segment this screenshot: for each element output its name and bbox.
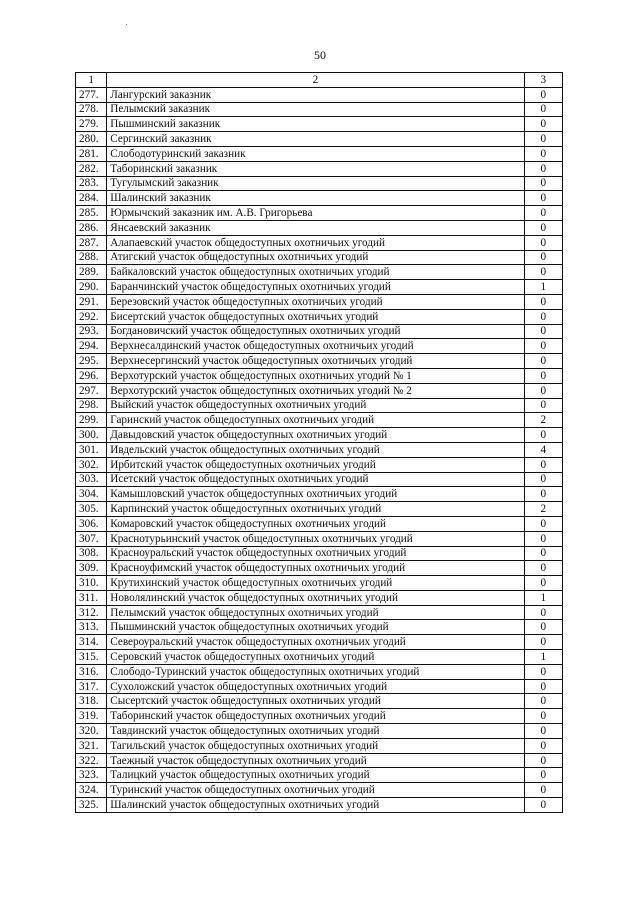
table-row [76,679,563,694]
row-name: Новолялинский участок общедоступных охотничьих угодий [107,590,524,605]
table-row [76,605,563,620]
row-value: 1 [524,280,562,295]
row-number: 283. [76,176,107,191]
row-number: 281. [76,146,107,161]
table-row [76,724,563,739]
row-value: 0 [524,546,562,561]
row-number: 305. [76,502,107,517]
table-row [76,87,563,102]
row-value: 0 [524,132,562,147]
row-number: 290. [76,280,107,295]
row-name: Крутихинский участок общедоступных охотничьих угодий [107,576,524,591]
row-value: 0 [524,102,562,117]
table-row [76,280,563,295]
table-body [76,87,563,812]
row-name: Краснотурьинский участок общедоступных охотничьих угодий [107,531,524,546]
row-number: 311. [76,590,107,605]
table-row [76,664,563,679]
table-row [76,102,563,117]
row-number: 298. [76,398,107,413]
row-value: 1 [524,590,562,605]
row-number: 319. [76,709,107,724]
row-value: 0 [524,294,562,309]
row-number: 302. [76,457,107,472]
row-value: 0 [524,265,562,280]
row-number: 323. [76,768,107,783]
scan-speck [126,24,127,25]
table-row [76,235,563,250]
row-name: Красноуральский участок общедоступных охотничьих угодий [107,546,524,561]
row-number: 309. [76,561,107,576]
row-name: Янсаевский заказник [107,220,524,235]
row-name: Верхотурский участок общедоступных охотничьих угодий № 1 [107,368,524,383]
row-value: 0 [524,206,562,221]
table-row [76,413,563,428]
row-name: Пелымский заказник [107,102,524,117]
row-number: 291. [76,294,107,309]
table-row [76,472,563,487]
row-value: 0 [524,694,562,709]
row-number: 324. [76,783,107,798]
row-number: 285. [76,206,107,221]
table-row [76,753,563,768]
row-name: Верхнесергинский участок общедоступных охотничьих угодий [107,354,524,369]
row-number: 310. [76,576,107,591]
row-value: 0 [524,428,562,443]
row-number: 321. [76,738,107,753]
table-header-row [76,73,563,88]
row-name: Пелымский участок общедоступных охотничьих угодий [107,605,524,620]
table-row [76,117,563,132]
row-value: 0 [524,738,562,753]
row-name: Ивдельский участок общедоступных охотничьих угодий [107,442,524,457]
row-number: 284. [76,191,107,206]
row-value: 1 [524,650,562,665]
row-number: 320. [76,724,107,739]
table-row [76,650,563,665]
row-name: Богдановичский участок общедоступных охотничьих угодий [107,324,524,339]
row-number: 312. [76,605,107,620]
row-name: Шалинский заказник [107,191,524,206]
row-value: 0 [524,487,562,502]
row-value: 2 [524,413,562,428]
header-col-1: 1 [76,73,107,88]
table-row [76,339,563,354]
table-row [76,309,563,324]
table-row [76,220,563,235]
hunting-grounds-table [75,72,563,813]
table-row [76,709,563,724]
table-row [76,768,563,783]
row-value: 0 [524,531,562,546]
row-number: 318. [76,694,107,709]
row-number: 292. [76,309,107,324]
row-number: 325. [76,798,107,813]
row-value: 0 [524,324,562,339]
table-row [76,206,563,221]
row-value: 0 [524,561,562,576]
row-number: 287. [76,235,107,250]
table-row [76,590,563,605]
table-row [76,368,563,383]
row-name: Алапаевский участок общедоступных охотничьих угодий [107,235,524,250]
row-name: Североуральский участок общедоступных охотничьих угодий [107,635,524,650]
row-value: 0 [524,161,562,176]
row-value: 0 [524,220,562,235]
table-row [76,516,563,531]
header-col-3: 3 [524,73,562,88]
row-number: 294. [76,339,107,354]
row-name: Слободо-Туринский участок общедоступных охотничьих угодий [107,664,524,679]
row-value: 0 [524,664,562,679]
row-number: 300. [76,428,107,443]
row-value: 0 [524,176,562,191]
table-row [76,354,563,369]
row-name: Таборинский участок общедоступных охотничьих угодий [107,709,524,724]
table-row [76,457,563,472]
row-value: 0 [524,472,562,487]
row-name: Пышминский участок общедоступных охотничьих угодий [107,620,524,635]
row-number: 315. [76,650,107,665]
table-row [76,502,563,517]
row-name: Карпинский участок общедоступных охотничьих угодий [107,502,524,517]
row-value: 0 [524,235,562,250]
table-row [76,146,563,161]
table-row [76,294,563,309]
row-name: Лангурский заказник [107,87,524,102]
row-number: 304. [76,487,107,502]
row-name: Слободотуринский заказник [107,146,524,161]
row-value: 0 [524,457,562,472]
table-row [76,546,563,561]
row-name: Сергинский заказник [107,132,524,147]
row-value: 0 [524,635,562,650]
row-number: 282. [76,161,107,176]
row-name: Камышловский участок общедоступных охотничьих угодий [107,487,524,502]
row-value: 0 [524,383,562,398]
header-col-2: 2 [107,73,524,88]
table-row [76,250,563,265]
table-row [76,531,563,546]
row-name: Комаровский участок общедоступных охотничьих угодий [107,516,524,531]
row-number: 306. [76,516,107,531]
row-value: 0 [524,339,562,354]
row-number: 279. [76,117,107,132]
table-row [76,738,563,753]
row-number: 277. [76,87,107,102]
row-value: 0 [524,724,562,739]
row-number: 295. [76,354,107,369]
table-row [76,176,563,191]
table-row [76,442,563,457]
row-name: Березовский участок общедоступных охотничьих угодий [107,294,524,309]
row-name: Красноуфимский участок общедоступных охотничьих угодий [107,561,524,576]
row-name: Талицкий участок общедоступных охотничьих угодий [107,768,524,783]
row-name: Выйский участок общедоступных охотничьих угодий [107,398,524,413]
row-value: 0 [524,605,562,620]
table-row [76,398,563,413]
row-name: Гаринский участок общедоступных охотничьих угодий [107,413,524,428]
row-value: 0 [524,250,562,265]
row-number: 288. [76,250,107,265]
table-row [76,265,563,280]
row-value: 0 [524,768,562,783]
row-name: Верхотурский участок общедоступных охотничьих угодий № 2 [107,383,524,398]
table-row [76,132,563,147]
row-name: Ирбитский участок общедоступных охотничьих угодий [107,457,524,472]
row-value: 0 [524,309,562,324]
row-number: 308. [76,546,107,561]
row-number: 303. [76,472,107,487]
page-number: 50 [314,48,326,62]
table-row [76,783,563,798]
row-value: 0 [524,398,562,413]
row-name: Таборинский заказник [107,161,524,176]
row-value: 0 [524,620,562,635]
row-name: Шалинский участок общедоступных охотничьих угодий [107,798,524,813]
row-name: Верхнесалдинский участок общедоступных охотничьих угодий [107,339,524,354]
row-name: Юрмычский заказник им. А.В. Григорьева [107,206,524,221]
table-row [76,191,563,206]
row-name: Сухоложский участок общедоступных охотничьих угодий [107,679,524,694]
row-name: Пышминский заказник [107,117,524,132]
row-value: 0 [524,576,562,591]
row-value: 0 [524,709,562,724]
row-name: Тагильский участок общедоступных охотничьих угодий [107,738,524,753]
table-row [76,620,563,635]
row-value: 2 [524,502,562,517]
table-row [76,324,563,339]
row-value: 0 [524,798,562,813]
row-name: Бисертский участок общедоступных охотничьих угодий [107,309,524,324]
row-number: 307. [76,531,107,546]
table-row [76,383,563,398]
row-value: 0 [524,87,562,102]
row-name: Байкаловский участок общедоступных охотничьих угодий [107,265,524,280]
row-number: 289. [76,265,107,280]
row-name: Атигский участок общедоступных охотничьих угодий [107,250,524,265]
row-name: Исетский участок общедоступных охотничьих угодий [107,472,524,487]
row-value: 0 [524,783,562,798]
row-name: Давыдовский участок общедоступных охотничьих угодий [107,428,524,443]
row-number: 301. [76,442,107,457]
row-value: 0 [524,117,562,132]
table-row [76,428,563,443]
row-value: 0 [524,679,562,694]
row-value: 0 [524,516,562,531]
row-name: Туринский участок общедоступных охотничьих угодий [107,783,524,798]
table-row [76,161,563,176]
table-row [76,694,563,709]
row-value: 0 [524,191,562,206]
row-value: 0 [524,753,562,768]
table-row [76,798,563,813]
row-value: 4 [524,442,562,457]
row-number: 313. [76,620,107,635]
table-row [76,487,563,502]
row-name: Баранчинский участок общедоступных охотничьих угодий [107,280,524,295]
row-number: 314. [76,635,107,650]
row-value: 0 [524,146,562,161]
row-number: 278. [76,102,107,117]
row-name: Тавдинский участок общедоступных охотничьих угодий [107,724,524,739]
row-number: 299. [76,413,107,428]
table-row [76,561,563,576]
row-number: 280. [76,132,107,147]
row-name: Серовский участок общедоступных охотничьих угодий [107,650,524,665]
row-name: Сысертский участок общедоступных охотничьих угодий [107,694,524,709]
row-number: 297. [76,383,107,398]
row-number: 317. [76,679,107,694]
row-number: 296. [76,368,107,383]
row-number: 322. [76,753,107,768]
row-number: 316. [76,664,107,679]
table-row [76,635,563,650]
table-row [76,576,563,591]
row-number: 286. [76,220,107,235]
row-value: 0 [524,368,562,383]
row-number: 293. [76,324,107,339]
row-name: Таежный участок общедоступных охотничьих угодий [107,753,524,768]
row-value: 0 [524,354,562,369]
row-name: Тугулымский заказник [107,176,524,191]
